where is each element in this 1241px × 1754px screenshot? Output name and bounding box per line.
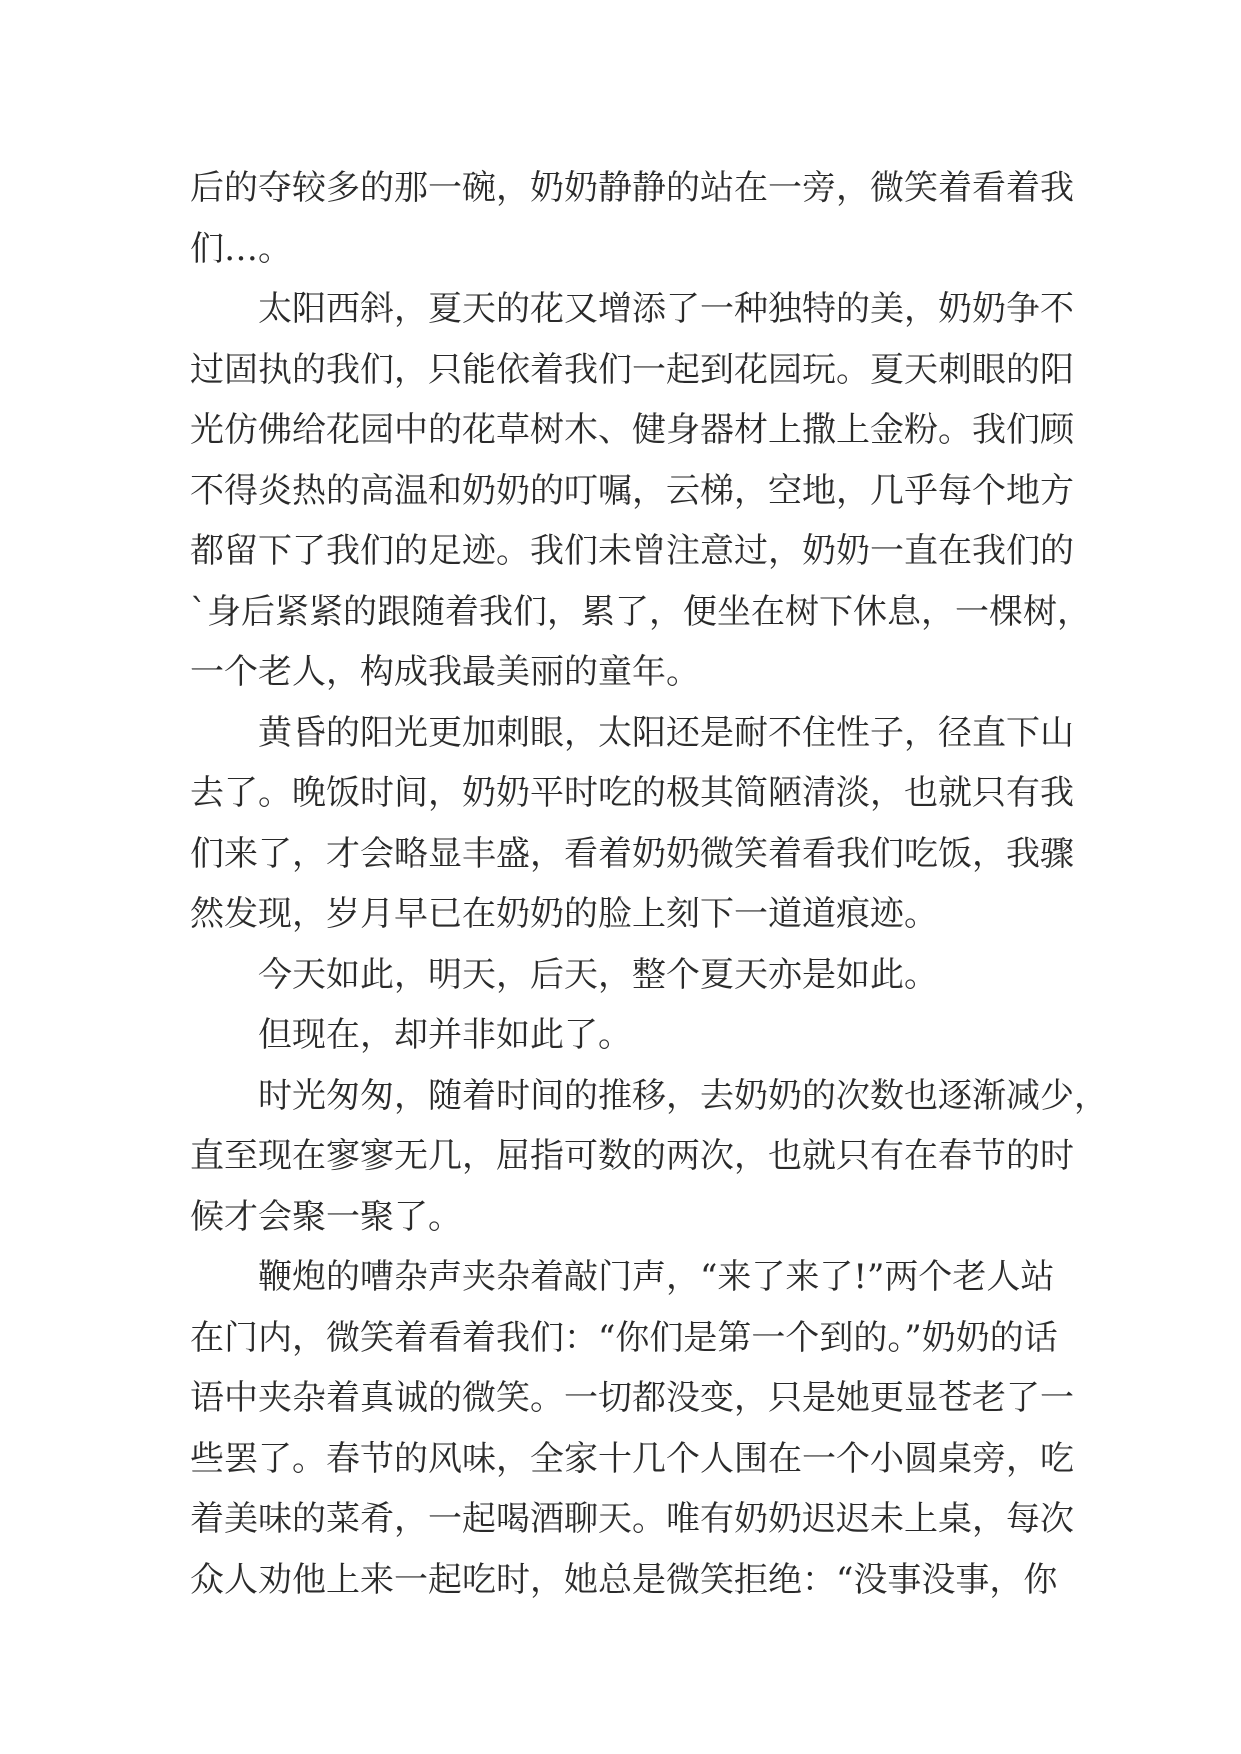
text-line: 着美味的菜肴，一起喝酒聊天。唯有奶奶迟迟未上桌，每次 (190, 1499, 1074, 1539)
text-line: 直至现在寥寥无几，屈指可数的两次，也就只有在春节的时 (190, 1136, 1074, 1176)
paragraph-first-line: 但现在，却并非如此了。 (258, 1015, 632, 1055)
text-line: 众人劝他上来一起吃时，她总是微笑拒绝：“没事没事，你 (190, 1559, 1058, 1600)
paragraph-first-line: 鞭炮的嘈杂声夹杂着敲门声，“来了来了!”两个老人站 (258, 1257, 1055, 1297)
text-line: 些罢了。春节的风味，全家十几个人围在一个小圆桌旁，吃 (190, 1438, 1074, 1479)
text-line: 后的夺较多的那一碗，奶奶静静的站在一旁，微笑着看着我 (190, 168, 1074, 208)
text-line: 都留下了我们的足迹。我们未曾注意过，奶奶一直在我们的 (190, 531, 1074, 571)
text-line: 候才会聚一聚了。 (190, 1196, 462, 1237)
text-line: 光仿佛给花园中的花草树木、健身器材上撒上金粉。我们顾 (190, 410, 1074, 450)
text-line: 过固执的我们，只能依着我们一起到花园玩。夏天刺眼的阳 (190, 349, 1074, 390)
text-line: 语中夹杂着真诚的微笑。一切都没变，只是她更显苍老了一 (190, 1378, 1074, 1418)
paragraph-first-line: 黄昏的阳光更加刺眼，太阳还是耐不住性子，径直下山 (258, 712, 1074, 753)
paragraph-first-line: 太阳西斜，夏天的花又增添了一种独特的美，奶奶争不 (258, 289, 1074, 329)
paragraph-first-line: 今天如此，明天，后天，整个夏天亦是如此。 (258, 954, 938, 995)
text-line: 不得炎热的高温和奶奶的叮嘱，云梯，空地，几乎每个地方 (190, 470, 1074, 511)
paragraph-first-line: 时光匆匆，随着时间的推移，去奶奶的次数也逐渐减少， (258, 1075, 1108, 1116)
text-line: 们来了，才会略显丰盛，看着奶奶微笑着看我们吃饭，我骤 (190, 833, 1074, 874)
text-line: 然发现，岁月早已在奶奶的脸上刻下一道道痕迹。 (190, 894, 938, 934)
text-line: 们…。 (190, 228, 292, 269)
body-text (190, 158, 1108, 1610)
text-line: 在门内，微笑着看着我们：“你们是第一个到的。”奶奶的话 (190, 1317, 1058, 1358)
text-line: 去了。晚饭时间，奶奶平时吃的极其简陋清淡，也就只有我 (190, 773, 1074, 813)
text-line: 一个老人，构成我最美丽的童年。 (190, 652, 700, 692)
text-line: `身后紧紧的跟随着我们，累了，便坐在树下休息，一棵树， (190, 591, 1091, 632)
